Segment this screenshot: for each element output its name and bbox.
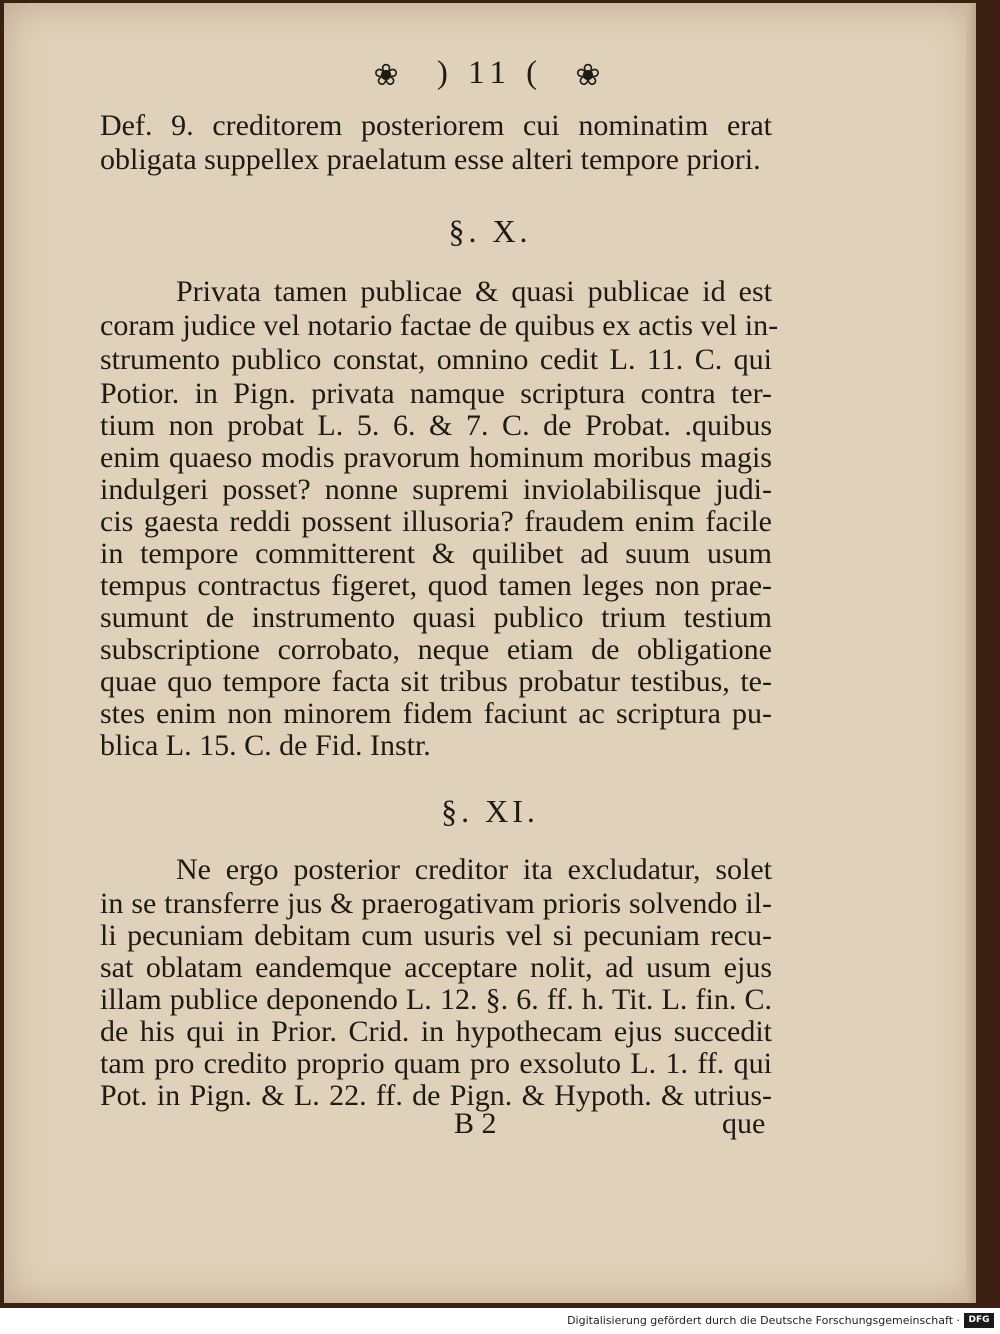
text-line: li pecuniam debitam cum usuris vel si pecuniam recu- [100, 919, 772, 952]
footer-bar [0, 1308, 1000, 1334]
text-line: coram judice vel notario factae de quibus ex actis vel in- [100, 309, 779, 342]
text-line: enim quaeso modis pravorum hominum moribus magis [100, 441, 772, 474]
text-line: Pot. in Pign. & L. 22. ff. de Pign. & Hypoth. & utrius- [100, 1079, 772, 1112]
text-line: sat oblatam eandemque acceptare nolit, ad usum ejus [100, 951, 772, 984]
book-page [4, 3, 976, 1303]
text-line: tium non probat L. 5. 6. & 7. C. de Probat. .quibus [100, 409, 772, 442]
text-line: Ne ergo posterior creditor ita excludatur, solet [176, 853, 772, 886]
text-line: tam pro credito proprio quam pro exsoluto L. 1. ff. qui [100, 1047, 772, 1080]
text-line: Potior. in Pign. privata namque scriptura contra ter- [100, 377, 772, 410]
page-edge [966, 3, 976, 1303]
text-line: stes enim non minorem fidem faciunt ac scriptura pu- [100, 697, 772, 730]
text-line: in tempore committerent & quilibet ad suum usum [100, 537, 772, 570]
dfg-logo: DFG [964, 1313, 994, 1328]
section-heading-xi: §. XI. [441, 793, 539, 829]
section-heading-x: §. X. [448, 213, 532, 249]
text-line: cis gaesta reddi possent illusoria? fraudem enim facile [100, 505, 772, 538]
flower-ornament-icon: ❀ [373, 58, 405, 92]
text-line: in se transferre jus & praerogativam prioris solvendo il- [100, 887, 772, 920]
text-line: Def. 9. creditorem posteriorem cui nominatim erat [100, 109, 772, 142]
text-line: obligata suppellex praelatum esse alteri tempore priori. [100, 143, 761, 176]
text-line: blica L. 15. C. de Fid. Instr. [100, 729, 431, 762]
text-line: illam publice deponendo L. 12. §. 6. ff. h. Tit. L. fin. C. [100, 983, 772, 1016]
text-line: tempus contractus figeret, quod tamen leges non prae- [100, 569, 772, 602]
text-line: subscriptione corrobato, neque etiam de obligatione [100, 633, 772, 666]
signature-mark: B 2 [454, 1107, 497, 1140]
catchword: que [722, 1107, 766, 1140]
text-line: sumunt de instrumento quasi publico trium testium [100, 601, 772, 634]
running-head [4, 55, 976, 93]
text-line: strumento publico constat, omnino cedit L. 11. C. qui [100, 343, 772, 376]
page-number: ) 11 ( [436, 55, 544, 91]
text-line: Privata tamen publicae & quasi publicae id est [176, 275, 772, 308]
text-line: de his qui in Prior. Crid. in hypothecam ejus succedit [100, 1015, 772, 1048]
funding-credit: Digitalisierung gefördert durch die Deutsche Forschungsgemeinschaft · [567, 1314, 960, 1327]
flower-ornament-icon: ❀ [575, 58, 607, 92]
text-line: quae quo tempore facta sit tribus probatur testibus, te- [100, 665, 772, 698]
text-line: indulgeri posset? nonne supremi inviolabilisque judi- [100, 473, 772, 506]
